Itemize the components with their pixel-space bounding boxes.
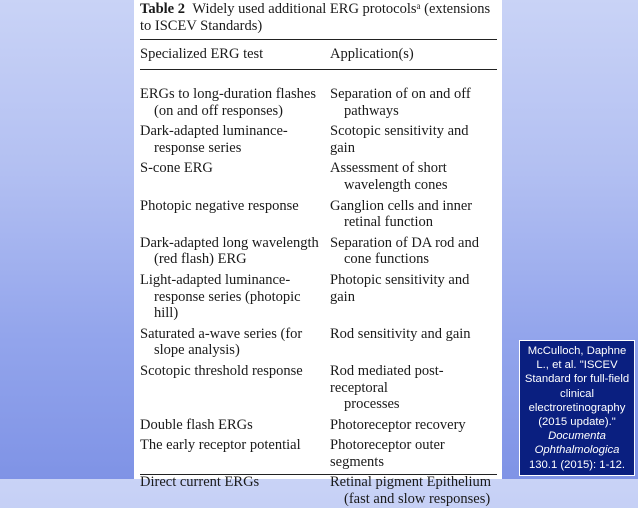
cell-text: Dark-adapted long wavelength <box>140 234 319 251</box>
cell-text: Ganglion cells and inner <box>330 197 473 214</box>
citation-box <box>519 340 635 476</box>
cell-text: The early receptor potential <box>140 437 301 454</box>
table-body <box>140 86 497 508</box>
cell-test <box>140 474 330 507</box>
table-label: Table 2 <box>140 1 185 17</box>
cell-text: Rod mediated post-receptoral <box>330 362 444 396</box>
citation-journal: Documenta <box>548 430 606 443</box>
cell-text: hill) <box>154 305 179 322</box>
table-row <box>140 86 497 119</box>
cell-test <box>140 326 330 359</box>
cell-text: slope analysis) <box>154 342 240 359</box>
cell-text: Rod sensitivity and gain <box>330 325 471 342</box>
cell-text: Assessment of short <box>330 160 447 177</box>
table-row <box>140 235 497 268</box>
table-row <box>140 417 497 434</box>
cell-text: Separation of on and off <box>330 86 471 102</box>
table-footnote-mark: a <box>416 1 421 11</box>
table-row <box>140 326 497 359</box>
cell-text: Direct current ERGs <box>140 474 260 491</box>
cell-text: processes <box>344 396 400 413</box>
cell-application <box>330 160 497 193</box>
cell-application <box>330 363 497 413</box>
cell-text: Double flash ERGs <box>140 416 253 433</box>
cell-text: Photoreceptor outer segments <box>330 437 445 470</box>
citation-journal: Ophthalmologica <box>534 444 620 457</box>
cell-application <box>330 417 497 434</box>
cell-test <box>140 235 330 268</box>
citation-line: 130.1 (2015): 1-12. <box>528 458 626 471</box>
cell-text: ERGs to long-duration flashes <box>140 86 316 102</box>
table-header-row <box>140 40 497 69</box>
table-row <box>140 363 497 413</box>
cell-text: cone functions <box>344 251 429 268</box>
citation-line: Standard for full-field <box>524 373 630 386</box>
cell-text: Photoreceptor recovery <box>330 416 466 433</box>
table-row <box>140 272 497 322</box>
citation-line: electroretinography <box>528 401 626 414</box>
cell-application <box>330 326 497 359</box>
citation-line: (2015 update)." <box>538 416 616 429</box>
cell-text: (red flash) ERG <box>154 251 247 268</box>
table-row <box>140 198 497 231</box>
citation-line: McCulloch, Daphne <box>527 345 627 357</box>
cell-text: Retinal pigment Epithelium <box>330 474 492 491</box>
table-caption <box>140 1 497 35</box>
cell-test <box>140 160 330 193</box>
table-row <box>140 474 497 507</box>
cell-text: pathways <box>344 102 399 119</box>
cell-application <box>330 235 497 268</box>
cell-test <box>140 437 330 470</box>
cell-application <box>330 474 497 507</box>
cell-text: Separation of DA rod and <box>330 234 479 251</box>
cell-text: Dark-adapted luminance- <box>140 123 288 140</box>
cell-text: retinal function <box>344 214 433 231</box>
cell-text: Photopic sensitivity and gain <box>330 271 470 305</box>
cell-test <box>140 363 330 413</box>
cell-text: wavelength cones <box>344 176 448 193</box>
cell-test <box>140 86 330 119</box>
table-row <box>140 437 497 470</box>
cell-test <box>140 272 330 322</box>
cell-text: (fast and slow responses) <box>344 491 491 508</box>
cell-text: (on and off responses) <box>154 102 283 119</box>
cell-application <box>330 437 497 470</box>
cell-text: Scotopic sensitivity and gain <box>330 123 469 156</box>
table-row <box>140 123 497 156</box>
cell-test <box>140 123 330 156</box>
header-test: Specialized ERG test <box>140 46 264 62</box>
table-title: Widely used additional ERG protocols <box>192 1 417 17</box>
cell-application <box>330 272 497 322</box>
cell-application <box>330 86 497 119</box>
citation-line: clinical <box>560 387 594 400</box>
table-header-rule <box>140 69 497 70</box>
cell-text: Light-adapted luminance- <box>140 271 291 288</box>
cell-test <box>140 198 330 231</box>
cell-application <box>330 198 497 231</box>
table-panel <box>134 0 502 508</box>
cell-text: response series <box>154 139 242 156</box>
header-application: Application(s) <box>330 46 414 62</box>
cell-text: response series (photopic <box>154 288 301 305</box>
cell-application <box>330 123 497 156</box>
table-row <box>140 160 497 193</box>
table-title-line2: to ISCEV Standards) <box>140 18 263 34</box>
cell-text: S-cone ERG <box>140 160 213 177</box>
citation-line: L., et al. "ISCEV <box>536 359 618 372</box>
table-title-tail: (extensions <box>424 1 491 17</box>
table-bottom-rule <box>140 474 497 475</box>
cell-text: Scotopic threshold response <box>140 362 303 379</box>
cell-text: Photopic negative response <box>140 197 299 214</box>
cell-text: Saturated a-wave series (for <box>140 325 303 342</box>
cell-test <box>140 417 330 434</box>
